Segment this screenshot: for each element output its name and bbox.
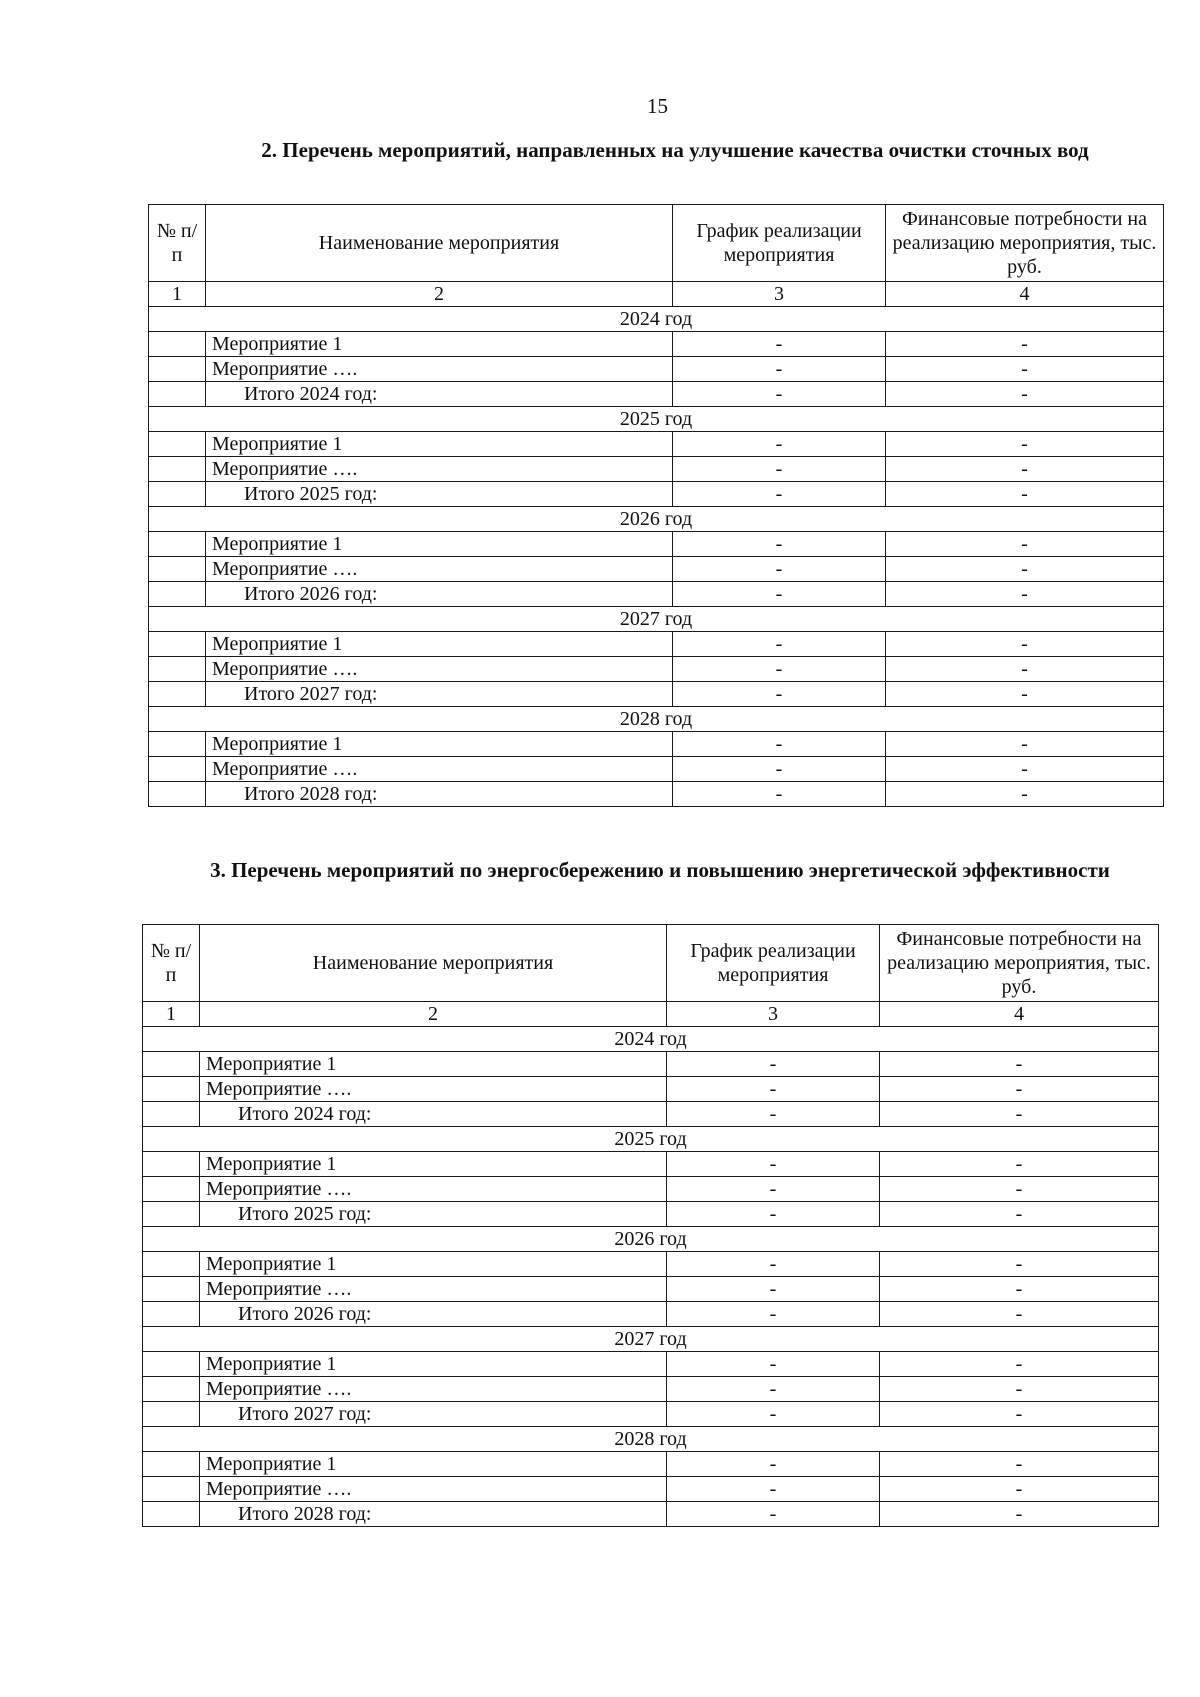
- total-name-cell: Итого 2028 год:: [206, 782, 673, 807]
- table-row: [143, 1202, 1159, 1227]
- column-number: 4: [880, 1002, 1159, 1027]
- table-row: [143, 1277, 1159, 1302]
- year-label: 2028 год: [149, 707, 1164, 732]
- column-number: 4: [886, 282, 1164, 307]
- schedule-cell: -: [673, 357, 886, 382]
- measure-name-cell: Мероприятие ….: [206, 557, 673, 582]
- schedule-cell: -: [673, 682, 886, 707]
- measure-name-cell: Мероприятие ….: [200, 1077, 667, 1102]
- measure-name-cell: Мероприятие 1: [200, 1052, 667, 1077]
- section-title-wastewater: 2. Перечень мероприятий, направленных на улучшение качества очистки сточных вод: [261, 138, 1089, 162]
- table-row: [149, 757, 1164, 782]
- table-energy-saving-measures: [142, 924, 1159, 1527]
- table-row: [143, 1477, 1159, 1502]
- column-number: 1: [143, 1002, 200, 1027]
- row-number-cell: [149, 657, 206, 682]
- header-num: № п/п: [143, 925, 200, 1002]
- total-name-cell: Итого 2027 год:: [206, 682, 673, 707]
- table-row: [149, 357, 1164, 382]
- schedule-cell: -: [667, 1052, 880, 1077]
- row-number-cell: [143, 1202, 200, 1227]
- row-number-cell: [143, 1377, 200, 1402]
- year-group-row: [143, 1327, 1159, 1352]
- row-number-cell: [143, 1402, 200, 1427]
- total-name-cell: Итого 2025 год:: [200, 1202, 667, 1227]
- finance-cell: -: [880, 1177, 1159, 1202]
- header-schedule: График реализации мероприятия: [667, 925, 880, 1002]
- row-number-cell: [149, 357, 206, 382]
- row-number-cell: [143, 1077, 200, 1102]
- finance-cell: -: [880, 1302, 1159, 1327]
- table-row: [143, 1352, 1159, 1377]
- finance-cell: -: [886, 532, 1164, 557]
- finance-cell: -: [880, 1502, 1159, 1527]
- total-name-cell: Итого 2026 год:: [206, 582, 673, 607]
- finance-cell: -: [880, 1277, 1159, 1302]
- finance-cell: -: [886, 332, 1164, 357]
- year-group-row: [149, 607, 1164, 632]
- finance-cell: -: [880, 1352, 1159, 1377]
- column-number: 2: [206, 282, 673, 307]
- finance-cell: -: [880, 1377, 1159, 1402]
- schedule-cell: -: [667, 1302, 880, 1327]
- column-number: 1: [149, 282, 206, 307]
- row-number-cell: [143, 1152, 200, 1177]
- measure-name-cell: Мероприятие 1: [206, 732, 673, 757]
- finance-cell: -: [886, 482, 1164, 507]
- table-row: [143, 1152, 1159, 1177]
- year-group-row: [143, 1427, 1159, 1452]
- header-finance: Финансовые потребности на реализацию мероприятия, тыс. руб.: [880, 925, 1159, 1002]
- column-number: 3: [673, 282, 886, 307]
- year-label: 2025 год: [143, 1127, 1159, 1152]
- table-row: [149, 457, 1164, 482]
- year-group-row: [149, 707, 1164, 732]
- measure-name-cell: Мероприятие ….: [206, 457, 673, 482]
- table-row: [143, 1177, 1159, 1202]
- row-number-cell: [149, 782, 206, 807]
- row-number-cell: [143, 1302, 200, 1327]
- row-number-cell: [149, 582, 206, 607]
- table-wastewater-measures: [148, 204, 1164, 807]
- finance-cell: -: [880, 1102, 1159, 1127]
- year-label: 2026 год: [149, 507, 1164, 532]
- table-row: [149, 532, 1164, 557]
- row-number-cell: [143, 1352, 200, 1377]
- column-number: 3: [667, 1002, 880, 1027]
- schedule-cell: -: [673, 532, 886, 557]
- header-schedule: График реализации мероприятия: [673, 205, 886, 282]
- table-row: [149, 682, 1164, 707]
- row-number-cell: [149, 757, 206, 782]
- schedule-cell: -: [667, 1277, 880, 1302]
- measure-name-cell: Мероприятие 1: [206, 332, 673, 357]
- measure-name-cell: Мероприятие 1: [200, 1352, 667, 1377]
- row-number-cell: [149, 682, 206, 707]
- schedule-cell: -: [673, 382, 886, 407]
- row-number-cell: [149, 532, 206, 557]
- finance-cell: -: [880, 1152, 1159, 1177]
- header-num: № п/п: [149, 205, 206, 282]
- row-number-cell: [143, 1452, 200, 1477]
- finance-cell: -: [880, 1452, 1159, 1477]
- schedule-cell: -: [667, 1152, 880, 1177]
- year-label: 2027 год: [143, 1327, 1159, 1352]
- schedule-cell: -: [673, 557, 886, 582]
- table-row: [149, 432, 1164, 457]
- header-finance: Финансовые потребности на реализацию мероприятия, тыс. руб.: [886, 205, 1164, 282]
- finance-cell: -: [886, 732, 1164, 757]
- finance-cell: -: [886, 657, 1164, 682]
- table-row: [143, 1052, 1159, 1077]
- finance-cell: -: [886, 632, 1164, 657]
- row-number-cell: [149, 732, 206, 757]
- year-label: 2024 год: [143, 1027, 1159, 1052]
- table-row: [149, 332, 1164, 357]
- total-name-cell: Итого 2024 год:: [206, 382, 673, 407]
- table-row: [143, 1252, 1159, 1277]
- schedule-cell: -: [673, 582, 886, 607]
- column-number: 2: [200, 1002, 667, 1027]
- year-label: 2025 год: [149, 407, 1164, 432]
- schedule-cell: -: [673, 482, 886, 507]
- year-label: 2027 год: [149, 607, 1164, 632]
- measure-name-cell: Мероприятие 1: [206, 432, 673, 457]
- schedule-cell: -: [667, 1252, 880, 1277]
- header-name: Наименование мероприятия: [206, 205, 673, 282]
- year-group-row: [149, 507, 1164, 532]
- table-row: [143, 1452, 1159, 1477]
- measure-name-cell: Мероприятие ….: [200, 1377, 667, 1402]
- measure-name-cell: Мероприятие ….: [200, 1477, 667, 1502]
- total-name-cell: Итого 2027 год:: [200, 1402, 667, 1427]
- row-number-cell: [143, 1277, 200, 1302]
- schedule-cell: -: [667, 1377, 880, 1402]
- finance-cell: -: [886, 357, 1164, 382]
- schedule-cell: -: [673, 657, 886, 682]
- total-name-cell: Итого 2025 год:: [206, 482, 673, 507]
- row-number-cell: [149, 482, 206, 507]
- table-row: [149, 557, 1164, 582]
- finance-cell: -: [886, 557, 1164, 582]
- row-number-cell: [149, 557, 206, 582]
- finance-cell: -: [880, 1252, 1159, 1277]
- total-name-cell: Итого 2028 год:: [200, 1502, 667, 1527]
- table-row: [143, 1502, 1159, 1527]
- finance-cell: -: [886, 582, 1164, 607]
- finance-cell: -: [886, 782, 1164, 807]
- table-row: [149, 382, 1164, 407]
- measure-name-cell: Мероприятие 1: [206, 532, 673, 557]
- table-row: [143, 1377, 1159, 1402]
- page-number: 15: [647, 94, 668, 118]
- schedule-cell: -: [667, 1077, 880, 1102]
- schedule-cell: -: [673, 432, 886, 457]
- header-name: Наименование мероприятия: [200, 925, 667, 1002]
- row-number-cell: [143, 1477, 200, 1502]
- year-group-row: [149, 307, 1164, 332]
- finance-cell: -: [886, 757, 1164, 782]
- schedule-cell: -: [673, 732, 886, 757]
- table-row: [143, 1102, 1159, 1127]
- row-number-cell: [149, 457, 206, 482]
- schedule-cell: -: [673, 332, 886, 357]
- finance-cell: -: [886, 382, 1164, 407]
- year-group-row: [143, 1127, 1159, 1152]
- schedule-cell: -: [673, 757, 886, 782]
- table-row: [143, 1302, 1159, 1327]
- total-name-cell: Итого 2026 год:: [200, 1302, 667, 1327]
- table-row: [149, 782, 1164, 807]
- finance-cell: -: [880, 1477, 1159, 1502]
- schedule-cell: -: [673, 457, 886, 482]
- finance-cell: -: [886, 457, 1164, 482]
- year-group-row: [143, 1027, 1159, 1052]
- measure-name-cell: Мероприятие 1: [200, 1252, 667, 1277]
- measure-name-cell: Мероприятие 1: [200, 1152, 667, 1177]
- schedule-cell: -: [667, 1477, 880, 1502]
- year-label: 2024 год: [149, 307, 1164, 332]
- row-number-cell: [143, 1102, 200, 1127]
- finance-cell: -: [886, 682, 1164, 707]
- schedule-cell: -: [667, 1402, 880, 1427]
- row-number-cell: [143, 1502, 200, 1527]
- finance-cell: -: [880, 1402, 1159, 1427]
- schedule-cell: -: [673, 782, 886, 807]
- row-number-cell: [149, 432, 206, 457]
- row-number-cell: [143, 1252, 200, 1277]
- section-title-energy-saving: 3. Перечень мероприятий по энергосбережению и повышению энергетической эффективности: [210, 858, 1110, 882]
- measure-name-cell: Мероприятие ….: [206, 757, 673, 782]
- table-row: [149, 632, 1164, 657]
- table-row: [149, 732, 1164, 757]
- finance-cell: -: [880, 1202, 1159, 1227]
- year-label: 2026 год: [143, 1227, 1159, 1252]
- row-number-cell: [143, 1177, 200, 1202]
- finance-cell: -: [886, 432, 1164, 457]
- row-number-cell: [149, 632, 206, 657]
- total-name-cell: Итого 2024 год:: [200, 1102, 667, 1127]
- measure-name-cell: Мероприятие 1: [200, 1452, 667, 1477]
- schedule-cell: -: [673, 632, 886, 657]
- measure-name-cell: Мероприятие 1: [206, 632, 673, 657]
- schedule-cell: -: [667, 1452, 880, 1477]
- measure-name-cell: Мероприятие ….: [200, 1177, 667, 1202]
- table-row: [149, 657, 1164, 682]
- schedule-cell: -: [667, 1202, 880, 1227]
- finance-cell: -: [880, 1077, 1159, 1102]
- year-group-row: [149, 407, 1164, 432]
- schedule-cell: -: [667, 1177, 880, 1202]
- schedule-cell: -: [667, 1102, 880, 1127]
- table-row: [149, 582, 1164, 607]
- schedule-cell: -: [667, 1502, 880, 1527]
- row-number-cell: [149, 332, 206, 357]
- measure-name-cell: Мероприятие ….: [200, 1277, 667, 1302]
- year-group-row: [143, 1227, 1159, 1252]
- row-number-cell: [143, 1052, 200, 1077]
- table-row: [143, 1402, 1159, 1427]
- measure-name-cell: Мероприятие ….: [206, 657, 673, 682]
- schedule-cell: -: [667, 1352, 880, 1377]
- year-label: 2028 год: [143, 1427, 1159, 1452]
- table-row: [149, 482, 1164, 507]
- finance-cell: -: [880, 1052, 1159, 1077]
- row-number-cell: [149, 382, 206, 407]
- table-row: [143, 1077, 1159, 1102]
- measure-name-cell: Мероприятие ….: [206, 357, 673, 382]
